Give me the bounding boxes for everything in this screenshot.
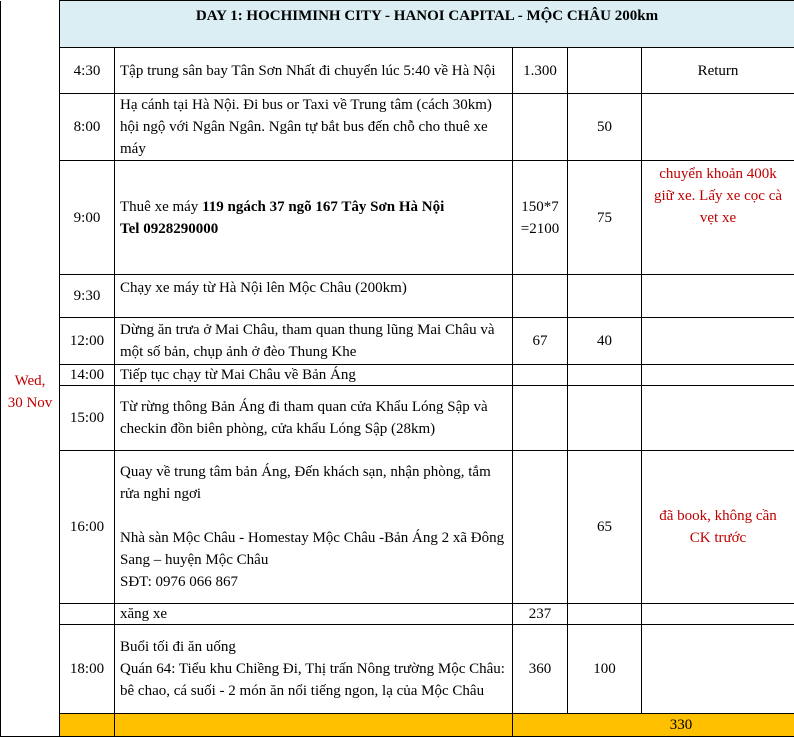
row-time: 18:00 bbox=[60, 625, 115, 714]
row-cost: 1.300 bbox=[513, 48, 568, 94]
total-spacer bbox=[60, 714, 115, 737]
row-time: 9:00 bbox=[60, 161, 115, 275]
row-cost: 237 bbox=[513, 604, 568, 625]
row-time: 4:30 bbox=[60, 48, 115, 94]
row-note bbox=[642, 625, 794, 714]
row-cost: 360 bbox=[513, 625, 568, 714]
row-cost bbox=[513, 386, 568, 451]
row-description: Chạy xe máy từ Hà Nội lên Mộc Châu (200km) bbox=[115, 275, 513, 318]
restaurant-info: Quán 64: Tiểu khu Chiềng Đi, Thị trấn Nông trường Mộc Châu: bê chao, cá suối - 2 món ăn nổi tiếng ngon, lạ của Mộc Châu bbox=[120, 658, 506, 702]
row-cost-line1: 150*7 bbox=[513, 196, 567, 218]
row-cost2 bbox=[568, 48, 642, 94]
row-description: Từ rừng thông Bản Áng đi tham quan cửa Khẩu Lóng Sập và checkin đồn biên phòng, cửa khẩu Lóng Sập (28km) bbox=[115, 386, 513, 451]
row-note bbox=[642, 94, 794, 161]
row-cost2 bbox=[568, 365, 642, 386]
row-time: 16:00 bbox=[60, 451, 115, 604]
row-description: Hạ cánh tại Hà Nội. Đi bus or Taxi về Trung tâm (cách 30km) hội ngộ với Ngân Ngân. Ngân tự bắt bus đến chỗ cho thuê xe máy bbox=[115, 94, 513, 161]
row-time: 8:00 bbox=[60, 94, 115, 161]
homestay-phone: SĐT: 0976 066 867 bbox=[120, 571, 506, 593]
row-cost2: 65 bbox=[568, 451, 642, 604]
total-spacer bbox=[513, 714, 568, 737]
row-description: Dừng ăn trưa ở Mai Châu, tham quan thung lũng Mai Châu và một số bản, chụp ảnh ở đèo Thung Khe bbox=[115, 318, 513, 365]
row-cost2 bbox=[568, 386, 642, 451]
homestay-name: Nhà sàn Mộc Châu - Homestay Mộc Châu -Bản Áng 2 xã Đông Sang – huyện Mộc Châu bbox=[120, 527, 506, 571]
row-cost2: 100 bbox=[568, 625, 642, 714]
rental-phone: Tel 0928290000 bbox=[120, 221, 218, 237]
row-note bbox=[642, 275, 794, 318]
row-time: 14:00 bbox=[60, 365, 115, 386]
total-value: 330 bbox=[568, 714, 794, 737]
row-cost bbox=[513, 94, 568, 161]
row-description bbox=[115, 625, 513, 714]
row-note bbox=[642, 365, 794, 386]
row-description bbox=[115, 161, 513, 275]
rental-address: 119 ngách 37 ngõ 167 Tây Sơn Hà Nội bbox=[202, 199, 444, 215]
day-title: DAY 1: HOCHIMINH CITY - HANOI CAPITAL - MỘC CHÂU 200km bbox=[60, 1, 794, 48]
row-cost bbox=[513, 275, 568, 318]
row-cost bbox=[513, 365, 568, 386]
row-cost: 67 bbox=[513, 318, 568, 365]
row-description-line: Quay về trung tâm bản Áng, Đến khách sạn, nhận phòng, tắm rửa nghỉ ngơi bbox=[120, 461, 506, 505]
row-time: 9:30 bbox=[60, 275, 115, 318]
row-time: 12:00 bbox=[60, 318, 115, 365]
row-note bbox=[642, 386, 794, 451]
row-cost2: 40 bbox=[568, 318, 642, 365]
row-description-line: Buổi tối đi ăn uống bbox=[120, 636, 506, 658]
row-time bbox=[60, 604, 115, 625]
day-date-cell bbox=[1, 48, 60, 737]
row-cost2 bbox=[568, 275, 642, 318]
row-note bbox=[642, 604, 794, 625]
row-cost2: 50 bbox=[568, 94, 642, 161]
row-cost bbox=[513, 161, 568, 275]
row-description-prefix: Thuê xe máy bbox=[120, 199, 202, 215]
day-column-top bbox=[1, 1, 60, 48]
row-description: Tập trung sân bay Tân Sơn Nhất đi chuyển lúc 5:40 về Hà Nội bbox=[115, 48, 513, 94]
day-weekday: Wed, bbox=[1, 370, 59, 392]
row-cost2: 75 bbox=[568, 161, 642, 275]
row-description-spacer bbox=[120, 505, 506, 527]
row-cost-line2: =2100 bbox=[513, 218, 567, 240]
row-note: chuyển khoản 400k giữ xe. Lấy xe cọc cà vẹt xe bbox=[642, 161, 794, 275]
row-time: 15:00 bbox=[60, 386, 115, 451]
row-note: đã book, không cần CK trước bbox=[642, 451, 794, 604]
row-note: Return bbox=[642, 48, 794, 94]
row-description: xăng xe bbox=[115, 604, 513, 625]
row-description: Tiếp tục chạy từ Mai Châu về Bản Áng bbox=[115, 365, 513, 386]
total-spacer bbox=[115, 714, 513, 737]
row-cost2 bbox=[568, 604, 642, 625]
row-note bbox=[642, 318, 794, 365]
row-cost bbox=[513, 451, 568, 604]
row-description bbox=[115, 451, 513, 604]
day-date: 30 Nov bbox=[1, 392, 59, 414]
